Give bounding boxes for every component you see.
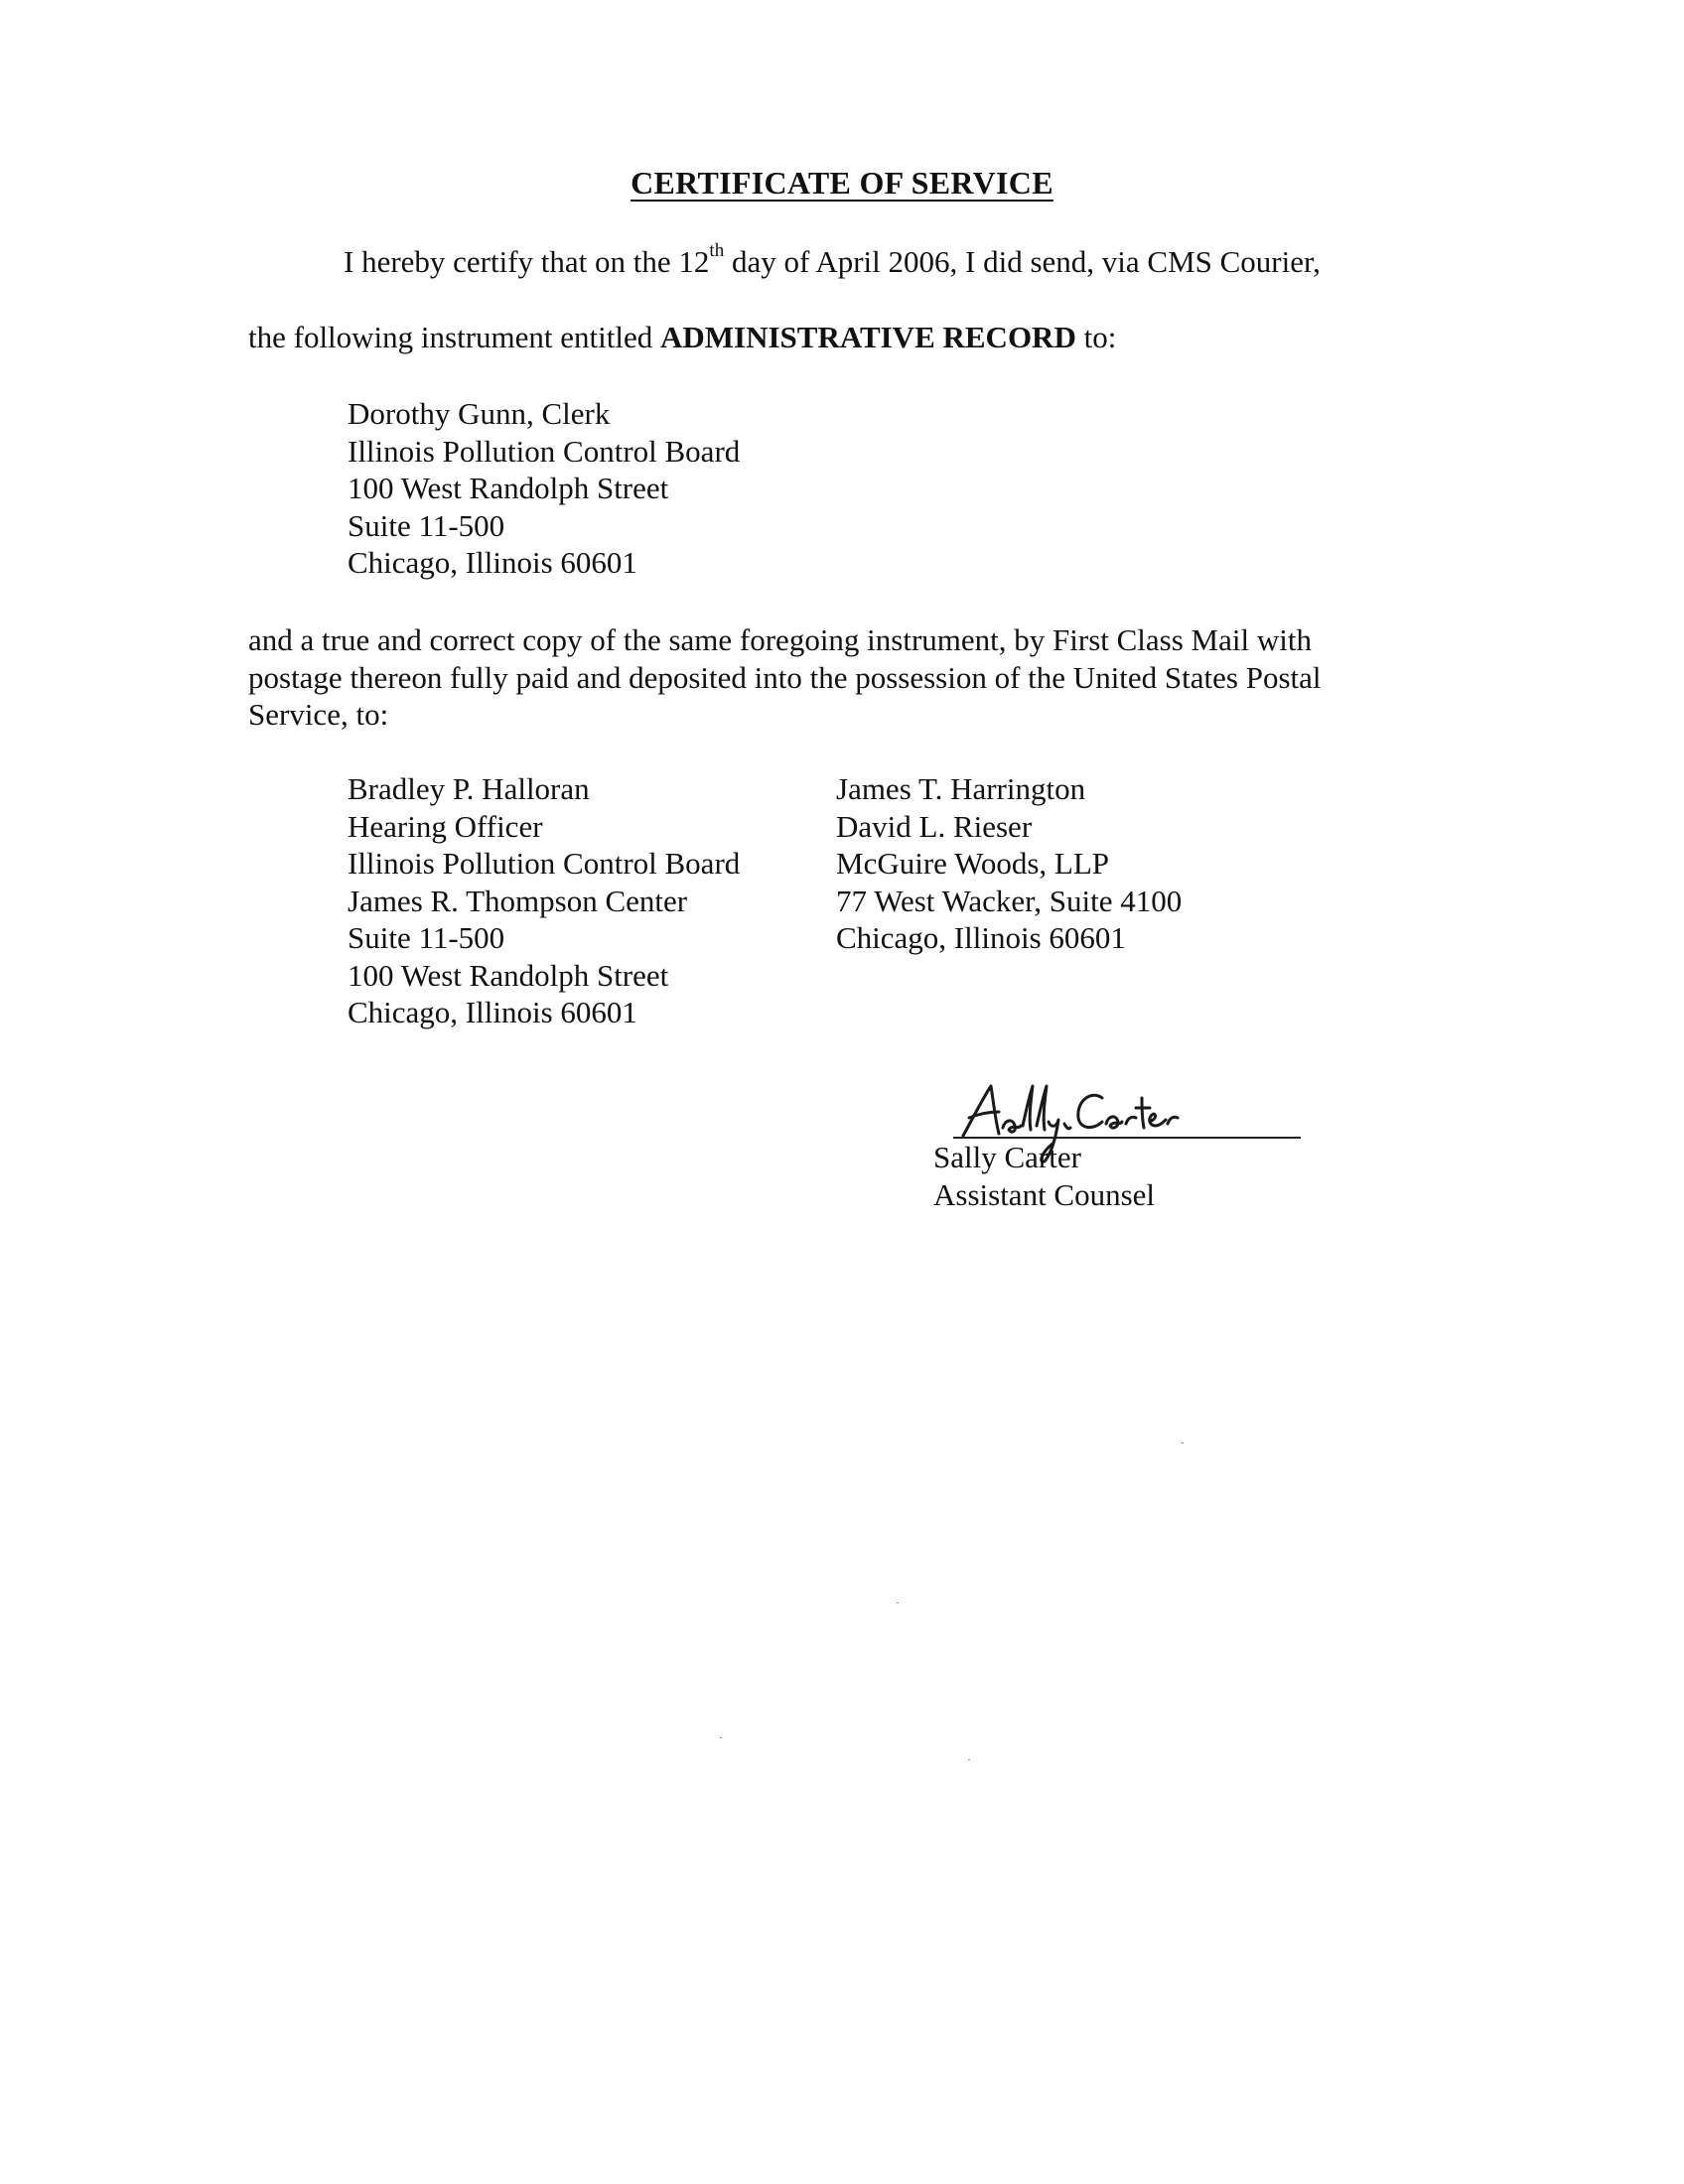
hearing-officer-address-block (348, 770, 740, 1031)
scan-speck (968, 1759, 970, 1760)
address-line: Illinois Pollution Control Board (348, 433, 741, 469)
address-line: 100 West Randolph Street (348, 471, 669, 505)
instrument-name: ADMINISTRATIVE RECORD (660, 320, 1076, 354)
instrument-text-after: to: (1075, 320, 1117, 354)
instrument-statement (248, 320, 1116, 355)
address-line: Hearing Officer (348, 808, 543, 844)
address-line: Bradley P. Halloran (348, 771, 590, 806)
address-line: James R. Thompson Center (348, 883, 688, 918)
document-title: CERTIFICATE OF SERVICE (631, 165, 1053, 201)
scan-speck (720, 1737, 722, 1738)
address-line: 100 West Randolph Street (348, 957, 669, 993)
signature-block (933, 1078, 1311, 1277)
address-line: Illinois Pollution Control Board (348, 846, 741, 881)
signer-title: Assistant Counsel (933, 1177, 1156, 1212)
certify-ordinal-suffix: th (709, 240, 725, 261)
certify-text-before: I hereby certify that on the 12 (344, 244, 710, 279)
paragraph-line: Service, to: (248, 697, 389, 732)
address-line: 77 West Wacker, Suite 4100 (836, 883, 1183, 918)
address-line: Chicago, Illinois 60601 (836, 920, 1126, 955)
address-line: David L. Rieser (836, 808, 1033, 844)
scan-speck (897, 1602, 899, 1603)
certify-statement (344, 240, 1321, 280)
address-line: Chicago, Illinois 60601 (348, 545, 637, 580)
instrument-text-before: the following instrument entitled (248, 320, 660, 354)
certify-text-after: day of April 2006, I did send, via CMS Courier, (724, 244, 1321, 279)
paragraph-line: postage thereon fully paid and deposited into the possession of the United States Postal (248, 659, 1322, 695)
address-line: Suite 11-500 (348, 920, 505, 955)
paragraph-line: and a true and correct copy of the same foregoing instrument, by First Class Mail with (248, 622, 1312, 657)
signer-name: Sally Carter (933, 1140, 1081, 1174)
scan-speck (1182, 1442, 1184, 1443)
clerk-address-block (348, 395, 740, 582)
address-line: Chicago, Illinois 60601 (348, 995, 637, 1029)
counsel-address-block (836, 770, 1182, 957)
address-line: Dorothy Gunn, Clerk (348, 396, 611, 431)
mail-service-paragraph (248, 621, 1440, 734)
address-line: Suite 11-500 (348, 507, 505, 543)
address-line: James T. Harrington (836, 771, 1086, 806)
address-line: McGuire Woods, LLP (836, 846, 1110, 881)
